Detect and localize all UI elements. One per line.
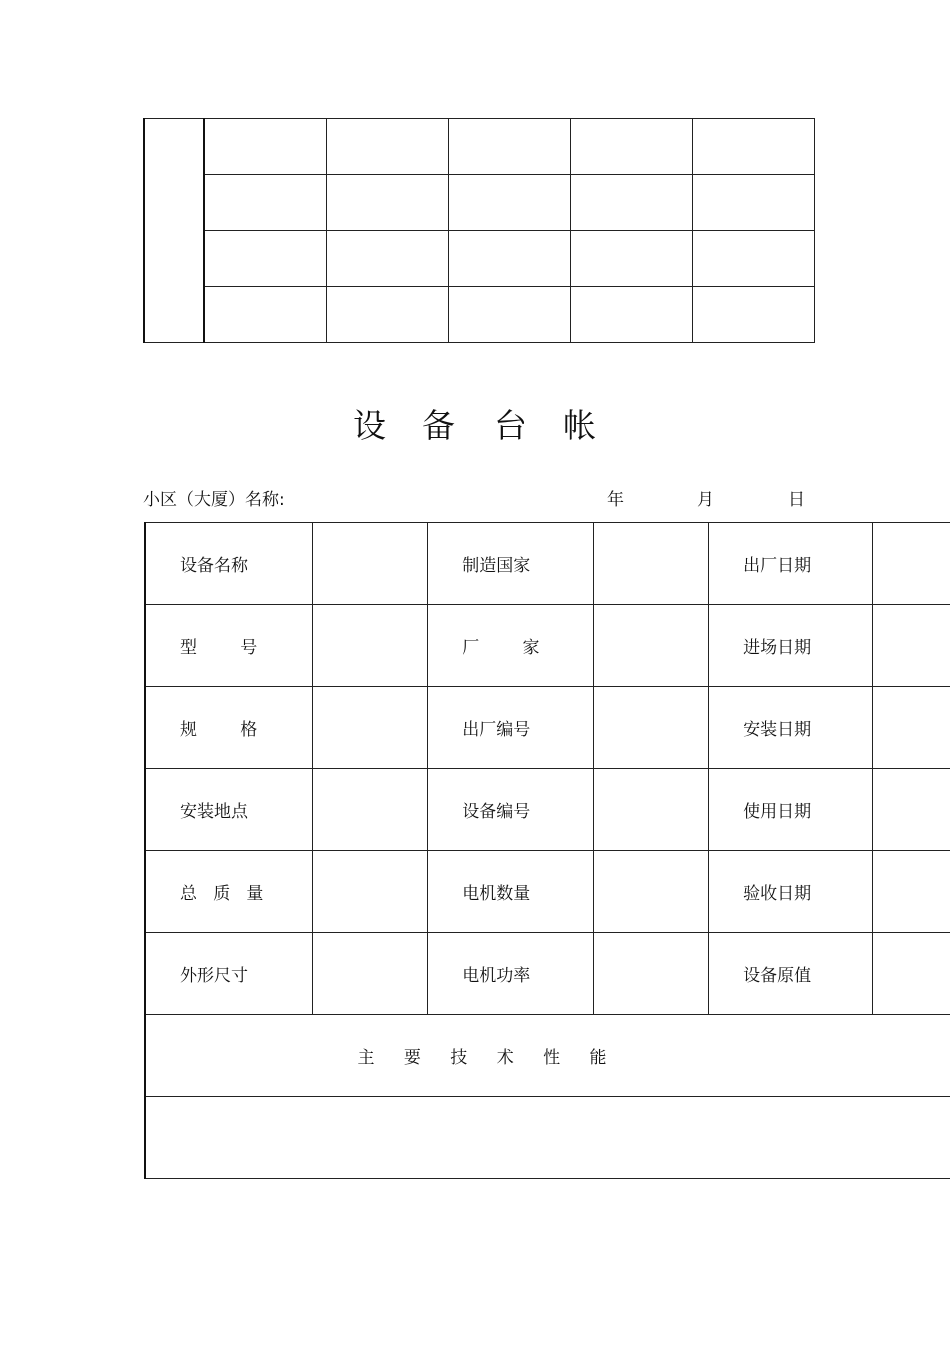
field-label: 制造国家 <box>428 523 594 605</box>
ledger-row <box>145 769 950 851</box>
continued-cell[interactable] <box>204 175 327 231</box>
field-label: 总 质 量 <box>145 851 313 933</box>
field-value[interactable] <box>594 523 709 605</box>
performance-content[interactable] <box>145 1097 950 1179</box>
field-label: 规 格 <box>145 687 313 769</box>
field-label: 型 号 <box>145 605 313 687</box>
continued-row <box>144 231 815 287</box>
continued-cell[interactable] <box>571 231 693 287</box>
field-value[interactable] <box>872 605 950 687</box>
field-value[interactable] <box>313 687 428 769</box>
continued-cell[interactable] <box>693 119 815 175</box>
field-label: 使用日期 <box>709 769 873 851</box>
continued-cell[interactable] <box>449 175 571 231</box>
field-label: 设备原值 <box>709 933 873 1015</box>
equipment-ledger-table <box>144 522 950 1179</box>
field-value[interactable] <box>313 523 428 605</box>
field-value[interactable] <box>594 605 709 687</box>
field-value[interactable] <box>872 851 950 933</box>
field-value[interactable] <box>313 933 428 1015</box>
ledger-row <box>145 687 950 769</box>
field-value[interactable] <box>313 851 428 933</box>
continued-row <box>144 287 815 343</box>
field-value[interactable] <box>313 605 428 687</box>
community-name-label: 小区（大厦）名称: <box>143 490 285 510</box>
continued-cell[interactable] <box>693 175 815 231</box>
continued-cell[interactable] <box>204 287 327 343</box>
ledger-row <box>145 851 950 933</box>
continued-cell[interactable] <box>571 287 693 343</box>
continued-cell[interactable] <box>693 231 815 287</box>
continued-cell[interactable] <box>327 287 449 343</box>
field-value[interactable] <box>594 933 709 1015</box>
field-label: 电机数量 <box>428 851 594 933</box>
field-label: 出厂日期 <box>709 523 873 605</box>
field-label: 进场日期 <box>709 605 873 687</box>
continued-cell[interactable] <box>449 119 571 175</box>
year-label: 年 <box>607 490 624 510</box>
continued-row <box>144 175 815 231</box>
title-char: 备 <box>422 406 455 445</box>
ledger-row <box>145 933 950 1015</box>
field-value[interactable] <box>872 769 950 851</box>
ledger-row <box>145 1097 950 1179</box>
continued-cell[interactable] <box>327 175 449 231</box>
field-value[interactable] <box>872 687 950 769</box>
side-label-cell <box>144 119 204 343</box>
title-char: 台 <box>494 406 527 445</box>
field-label: 安装日期 <box>709 687 873 769</box>
continued-cell[interactable] <box>204 119 327 175</box>
continued-cell[interactable] <box>449 231 571 287</box>
day-label: 日 <box>788 490 805 510</box>
continued-cell[interactable] <box>449 287 571 343</box>
field-value[interactable] <box>872 523 950 605</box>
field-label: 厂 家 <box>428 605 594 687</box>
field-label: 验收日期 <box>709 851 873 933</box>
continued-cell[interactable] <box>327 231 449 287</box>
ledger-row <box>145 523 950 605</box>
ledger-row <box>145 605 950 687</box>
field-value[interactable] <box>594 769 709 851</box>
field-value[interactable] <box>594 851 709 933</box>
field-value[interactable] <box>872 933 950 1015</box>
field-label: 电机功率 <box>428 933 594 1015</box>
continued-cell[interactable] <box>327 119 449 175</box>
performance-header: 主 要 技 术 性 能 <box>145 1015 950 1097</box>
title-char: 帐 <box>563 406 596 445</box>
field-value[interactable] <box>313 769 428 851</box>
continued-table <box>143 118 815 343</box>
ledger-row <box>145 1015 950 1097</box>
field-label: 设备名称 <box>145 523 313 605</box>
title-char: 设 <box>353 406 386 445</box>
continued-cell[interactable] <box>204 231 327 287</box>
field-value[interactable] <box>594 687 709 769</box>
field-label: 安装地点 <box>145 769 313 851</box>
continued-cell[interactable] <box>571 119 693 175</box>
field-label: 出厂编号 <box>428 687 594 769</box>
field-label: 设备编号 <box>428 769 594 851</box>
field-label: 外形尺寸 <box>145 933 313 1015</box>
month-label: 月 <box>697 490 714 510</box>
continued-row <box>144 119 815 175</box>
continued-cell[interactable] <box>693 287 815 343</box>
continued-cell[interactable] <box>571 175 693 231</box>
